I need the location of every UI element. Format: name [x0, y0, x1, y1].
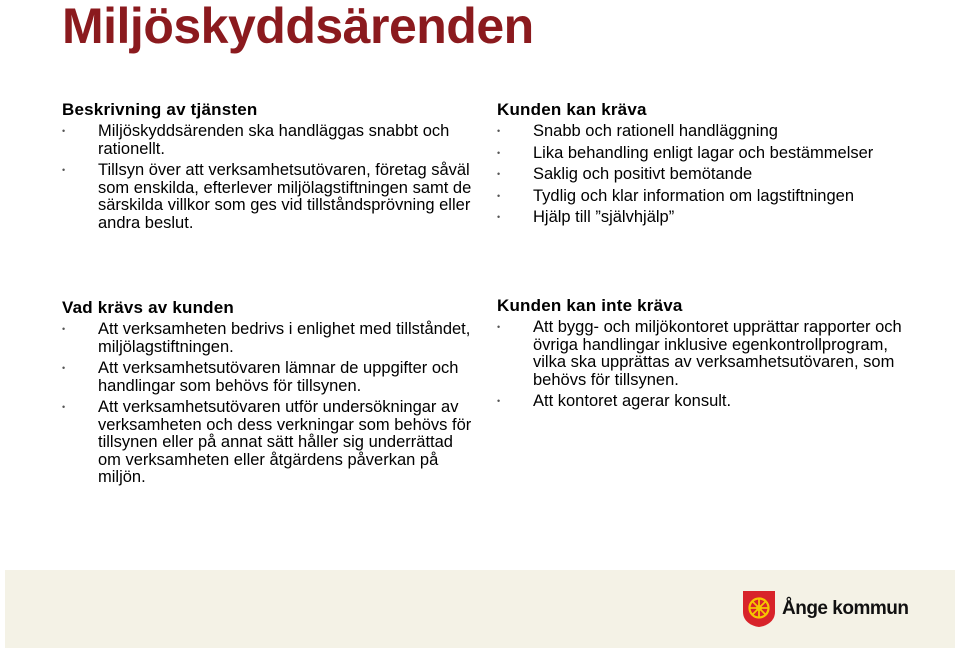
- list-item: [497, 123, 917, 141]
- section-heading: Kunden kan inte kräva: [497, 296, 683, 315]
- list-item-text: Saklig och positivt bemötande: [533, 165, 753, 183]
- section-heading: Kunden kan kräva: [497, 100, 647, 119]
- list-item-text: Att verksamhetsutövaren utför undersökningar av verksamheten och dess verkningar som behövs för tillsynen eller på annat sätt håller sig underrättad om verksamheten eller åtgärdens påverkan på miljön.: [98, 398, 472, 486]
- section-heading: Vad krävs av kunden: [62, 298, 234, 317]
- section-required-of-customer: [62, 298, 472, 491]
- list-item-text: Hjälp till ”självhjälp”: [533, 208, 675, 226]
- list-item-text: Miljöskyddsärenden ska handläggas snabbt och rationellt.: [98, 122, 450, 158]
- list-item-text: Att kontoret agerar konsult.: [533, 392, 732, 410]
- logo-text: Ånge kommun: [782, 598, 909, 619]
- list-item-text: Tydlig och klar information om lagstiftningen: [533, 186, 854, 205]
- list-item: [497, 393, 917, 411]
- bullet-icon: •: [497, 126, 501, 136]
- list-item: [497, 145, 917, 163]
- list-item: [62, 321, 472, 356]
- list-item: [497, 188, 917, 206]
- section-customer-cannot-demand: [497, 296, 917, 415]
- bullet-icon: •: [497, 212, 501, 222]
- list-item-text: Tillsyn över att verksamhetsutövaren, företag såväl som enskilda, efterlever miljölagstiftningen samt de särskilda villkor som ges vid tillståndsprövning eller andra beslut.: [98, 161, 472, 232]
- bullet-icon: •: [62, 165, 66, 175]
- list-item: [497, 166, 917, 184]
- list-item-text: Att verksamheten bedrivs i enlighet med tillståndet, miljölagstiftningen.: [98, 320, 471, 356]
- list-item: [62, 360, 472, 395]
- bullet-icon: •: [62, 363, 66, 373]
- bullet-list: [62, 123, 472, 232]
- bullet-icon: •: [497, 190, 501, 201]
- page-title: Miljöskyddsärenden: [62, 0, 534, 54]
- bullet-list: [62, 321, 472, 487]
- ange-kommun-coat-of-arms-icon: [742, 590, 776, 628]
- bullet-icon: •: [62, 402, 66, 412]
- bullet-icon: •: [62, 324, 66, 334]
- section-customer-can-demand: [497, 100, 917, 231]
- section-heading: Beskrivning av tjänsten: [62, 100, 258, 119]
- section-service-description: [62, 100, 472, 236]
- list-item-text: Lika behandling enligt lagar och bestämmelser: [533, 143, 874, 162]
- list-item: [62, 123, 472, 158]
- list-item: [497, 319, 917, 389]
- bullet-list: [497, 319, 917, 411]
- bullet-icon: •: [497, 169, 501, 179]
- bullet-icon: •: [62, 126, 66, 136]
- list-item: [62, 399, 472, 487]
- municipality-logo: [742, 589, 908, 629]
- list-item: [497, 209, 917, 227]
- bullet-icon: •: [497, 322, 501, 332]
- list-item: [62, 162, 472, 232]
- list-item-text: Snabb och rationell handläggning: [533, 122, 778, 140]
- list-item-text: Att bygg- och miljökontoret upprättar rapporter och övriga handlingar inklusive egenkontrollprogram, vilka ska upprättas av verksamhetsutövaren, som behövs för tillsynen.: [533, 318, 902, 389]
- list-item-text: Att verksamhetsutövaren lämnar de uppgifter och handlingar som behövs för tillsynen.: [98, 359, 459, 395]
- bullet-icon: •: [497, 147, 501, 158]
- bullet-list: [497, 123, 917, 227]
- bullet-icon: •: [497, 396, 501, 406]
